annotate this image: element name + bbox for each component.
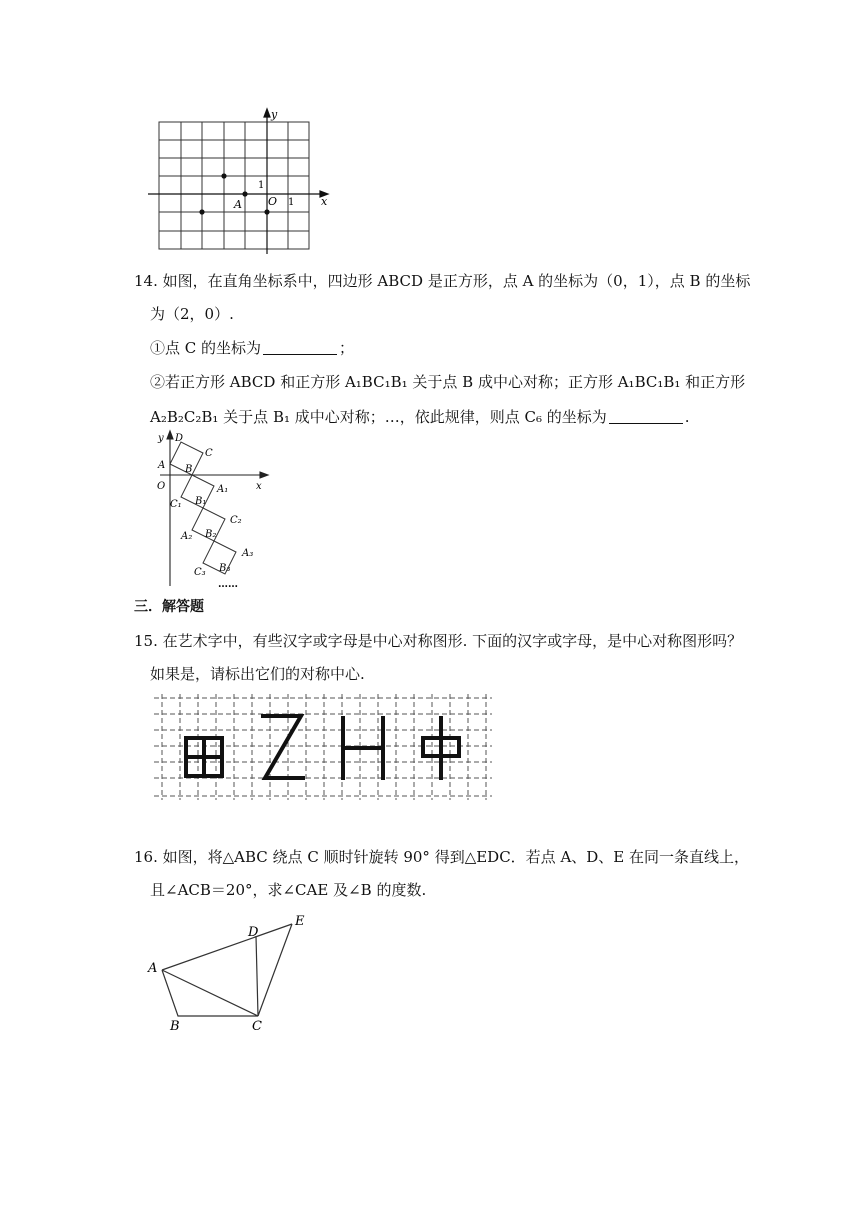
q15-number: 15. [134,632,158,650]
x-axis-label: x [321,195,328,208]
art-characters-grid [150,694,494,800]
q15-text-1: 在艺术字中，有些汉字或字母是中心对称图形. 下面的汉字或字母，是中心对称图形吗？ [162,632,743,650]
sub2-mark: ② [150,373,166,391]
label-a2: A₂ [181,531,193,542]
vertex-b: B [170,1019,180,1034]
label-d: D [175,433,184,444]
glyph-zhong [423,718,459,778]
label-b1: B₁ [195,496,207,507]
glyph-z [263,716,303,778]
q16-number: 16. [134,848,158,866]
glyph-h [343,718,383,778]
vertex-d: D [248,925,259,940]
label-b: B [185,464,193,475]
label-c2: C₂ [230,515,242,526]
q14-text-1: 如图，在直角坐标系中，四边形 ABCD 是正方形，点 A 的坐标为（0，1），点 B 的坐标 [162,272,751,290]
q14-sub2-line2 [150,406,690,428]
y-axis-label: y [271,108,278,121]
sub2-text-2: A₂B₂C₂B₁ 关于点 B₁ 成中心对称；…，依此规律，则点 C₆ 的坐标为 [150,408,607,426]
square-chain-figure [140,426,280,588]
label-c3: C₃ [194,567,206,578]
rotated-triangle-figure [140,906,320,1036]
label-c1: C₁ [170,499,182,510]
label-b3: B₃ [219,563,231,574]
continuation-dots: …… [218,579,238,588]
point-a-label: A [234,198,242,211]
q14-number: 14. [134,272,158,290]
vertex-a: A [148,961,158,976]
sub1-mark: ① [150,339,166,357]
answer-blank-c6[interactable] [609,409,683,424]
label-b2: B₂ [205,529,217,540]
section-title: 三．解答题 [134,599,204,615]
q14-line2: 为（2，0）. [150,305,234,323]
q14-line1 [134,270,750,292]
y-tick-one: 1 [258,180,265,191]
sub2-text-1: 若正方形 ABCD 和正方形 A₁BC₁B₁ 关于点 B 成中心对称；正方形 A₁BC₁B₁ 和正方形 [165,373,746,391]
vertex-c: C [252,1019,262,1034]
label-y: y [158,433,164,444]
q16-text-1: 如图，将△ABC 绕点 C 顺时针旋转 90° 得到△EDC．若点 A、D、E 在同一条直线上， [162,848,750,866]
label-a1: A₁ [217,484,229,495]
origin-label: O [268,195,278,208]
vertex-e: E [295,914,305,929]
label-c: C [205,448,213,459]
label-a: A [158,460,166,471]
answer-blank-c[interactable] [263,340,337,355]
sub1-end: ； [339,339,355,357]
sub2-end: . [684,408,690,426]
label-o: O [157,481,166,492]
q16-line1 [134,846,749,868]
coordinate-grid-figure [140,104,340,256]
x-tick-one: 1 [288,197,295,208]
q15-line1 [134,630,742,652]
label-a3: A₃ [242,548,254,559]
q15-line2: 如果是，请标出它们的对称中心. [150,665,365,683]
glyph-tian [186,738,222,776]
q14-sub1 [150,337,354,359]
q14-sub2-line1 [150,371,745,393]
sub1-text: 点 C 的坐标为 [165,339,262,357]
label-x: x [256,481,262,492]
q16-line2: 且∠ACB＝20°，求∠CAE 及∠B 的度数. [150,881,427,899]
